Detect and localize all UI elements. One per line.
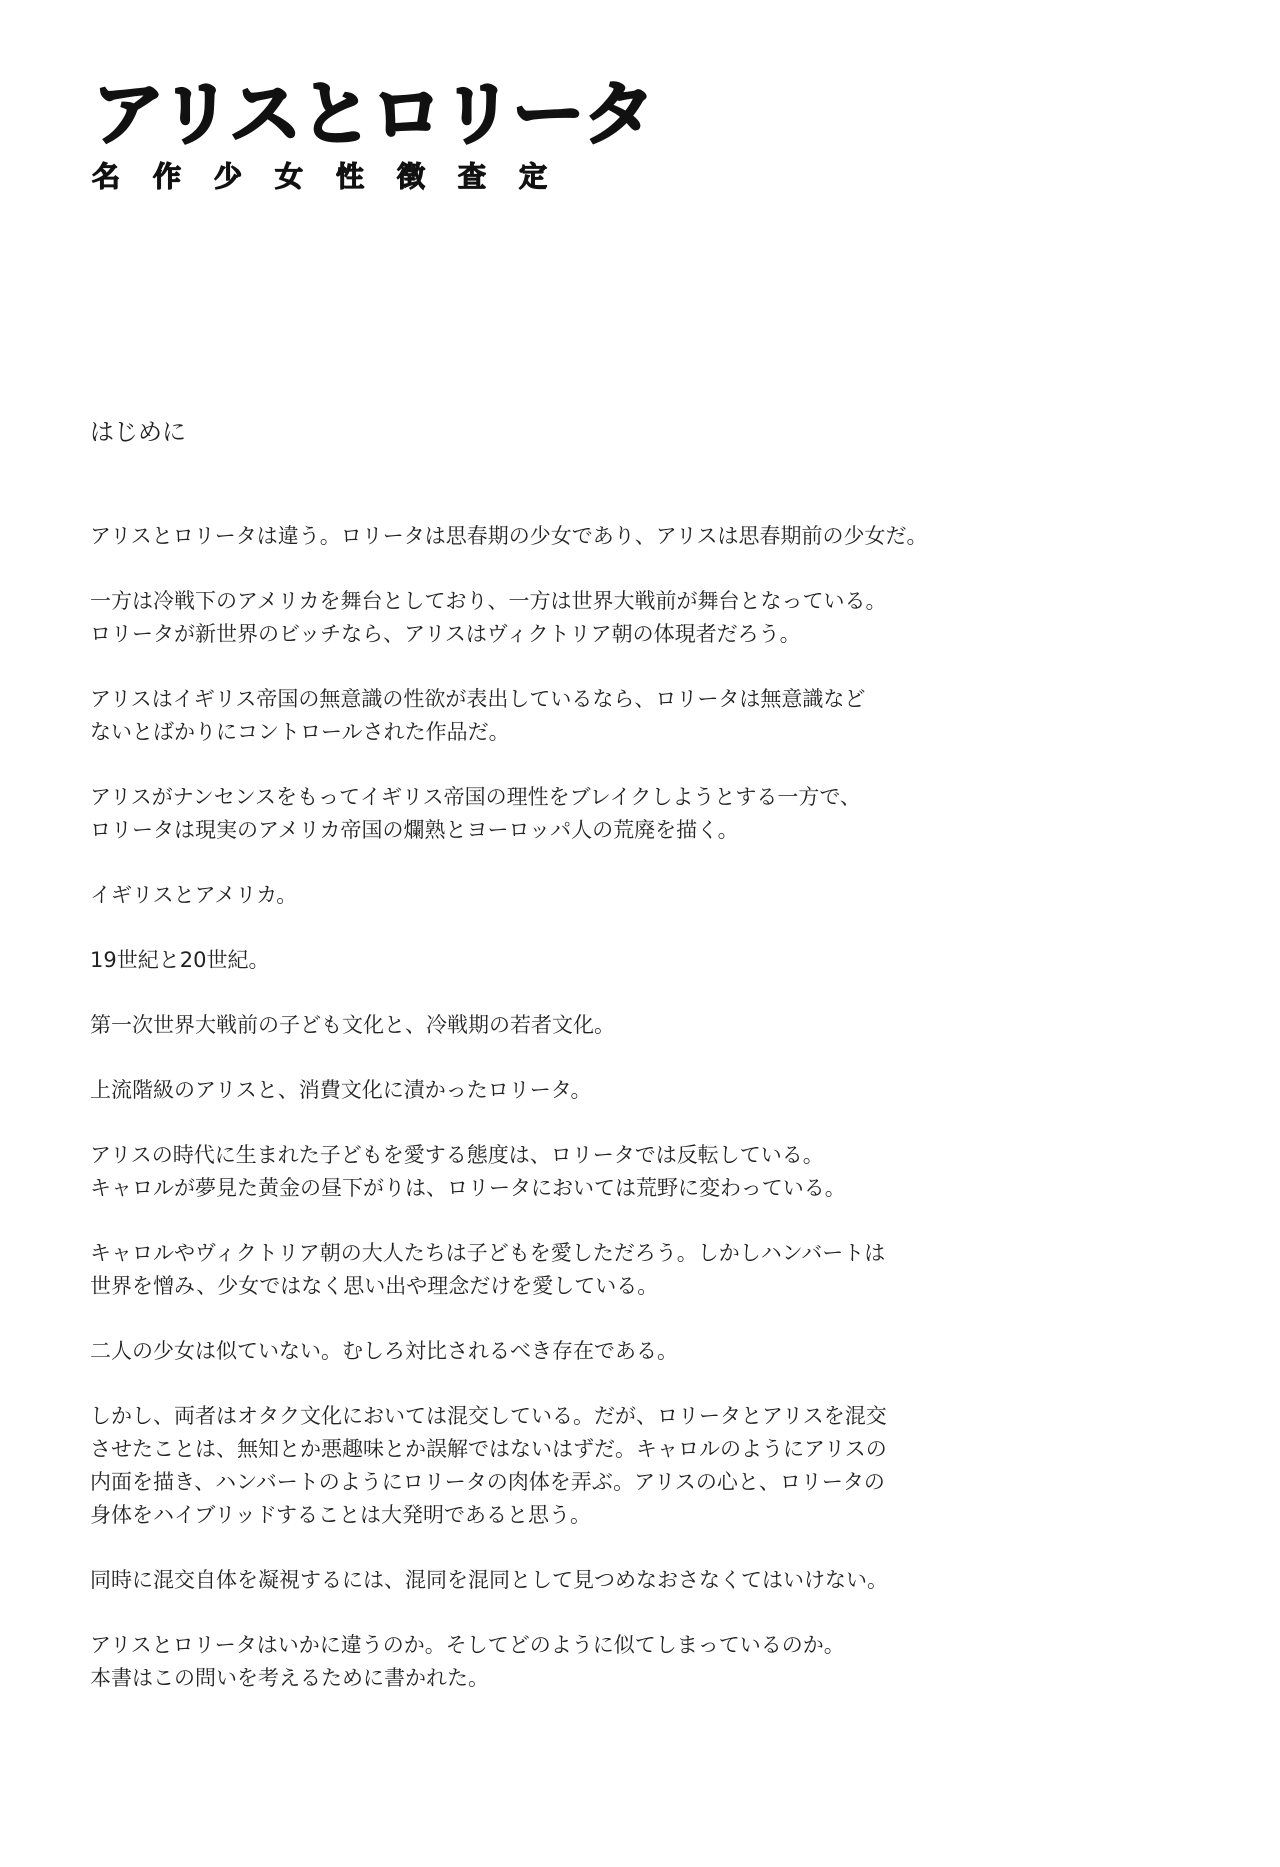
paragraph-line: アリスはイギリス帝国の無意識の性欲が表出しているなら、ロリータは無意識など <box>90 687 866 711</box>
paragraph-line: イギリスとアメリカ。 <box>90 883 298 907</box>
paragraph <box>90 1074 1190 1107</box>
book-title: アリスとロリータ <box>92 73 654 155</box>
paragraph-line: 19世紀と20世紀。 <box>90 948 270 972</box>
paragraph <box>90 1335 1190 1368</box>
body-text <box>90 520 1190 1727</box>
paragraph <box>90 1139 1190 1205</box>
paragraph <box>90 1629 1190 1695</box>
paragraph <box>90 1009 1190 1042</box>
paragraph <box>90 520 1190 553</box>
paragraph-line: アリスの時代に生まれた子どもを愛する態度は、ロリータでは反転している。 <box>90 1143 824 1167</box>
paragraph <box>90 879 1190 912</box>
paragraph <box>90 1400 1190 1532</box>
paragraph-line: 二人の少女は似ていない。むしろ対比されるべき存在である。 <box>90 1339 678 1363</box>
paragraph <box>90 781 1190 847</box>
paragraph-line: ないとばかりにコントロールされた作品だ。 <box>90 720 510 744</box>
paragraph-line: アリスとロリータは違う。ロリータは思春期の少女であり、アリスは思春期前の少女だ。 <box>90 524 928 548</box>
paragraph-line: アリスがナンセンスをもってイギリス帝国の理性をブレイクしようとする一方で、 <box>90 785 861 809</box>
paragraph <box>90 585 1190 651</box>
book-title-block <box>92 73 654 194</box>
paragraph-line: キャロルが夢見た黄金の昼下がりは、ロリータにおいては荒野に変わっている。 <box>90 1176 846 1200</box>
paragraph-line: させたことは、無知とか悪趣味とか誤解ではないはずだ。キャロルのようにアリスの <box>90 1437 887 1461</box>
paragraph-line: しかし、両者はオタク文化においては混交している。だが、ロリータとアリスを混交 <box>90 1404 887 1428</box>
paragraph-line: 本書はこの問いを考えるために書かれた。 <box>90 1666 489 1690</box>
paragraph-line: 身体をハイブリッドすることは大発明であると思う。 <box>90 1503 592 1527</box>
paragraph-line: ロリータは現実のアメリカ帝国の爛熟とヨーロッパ人の荒廃を描く。 <box>90 818 739 842</box>
paragraph <box>90 1564 1190 1597</box>
paragraph-line: 上流階級のアリスと、消費文化に漬かったロリータ。 <box>90 1078 592 1102</box>
section-heading: はじめに <box>90 418 186 446</box>
paragraph-line: 世界を憎み、少女ではなく思い出や理念だけを愛している。 <box>90 1274 659 1298</box>
paragraph-line: 第一次世界大戦前の子ども文化と、冷戦期の若者文化。 <box>90 1013 615 1037</box>
paragraph <box>90 683 1190 749</box>
paragraph <box>90 944 1190 977</box>
paragraph-line: 一方は冷戦下のアメリカを舞台としており、一方は世界大戦前が舞台となっている。 <box>90 589 887 613</box>
paragraph <box>90 1237 1190 1303</box>
paragraph-line: 内面を描き、ハンバートのようにロリータの肉体を弄ぶ。アリスの心と、ロリータの <box>90 1470 885 1494</box>
book-subtitle: 名作少女性徴査定 <box>92 160 581 193</box>
paragraph-line: 同時に混交自体を凝視するには、混同を混同として見つめなおさなくてはいけない。 <box>90 1568 888 1592</box>
paragraph-line: アリスとロリータはいかに違うのか。そしてどのように似てしまっているのか。 <box>90 1633 845 1657</box>
paragraph-line: ロリータが新世界のビッチなら、アリスはヴィクトリア朝の体現者だろう。 <box>90 622 801 646</box>
paragraph-line: キャロルやヴィクトリア朝の大人たちは子どもを愛しただろう。しかしハンバートは <box>90 1241 886 1265</box>
